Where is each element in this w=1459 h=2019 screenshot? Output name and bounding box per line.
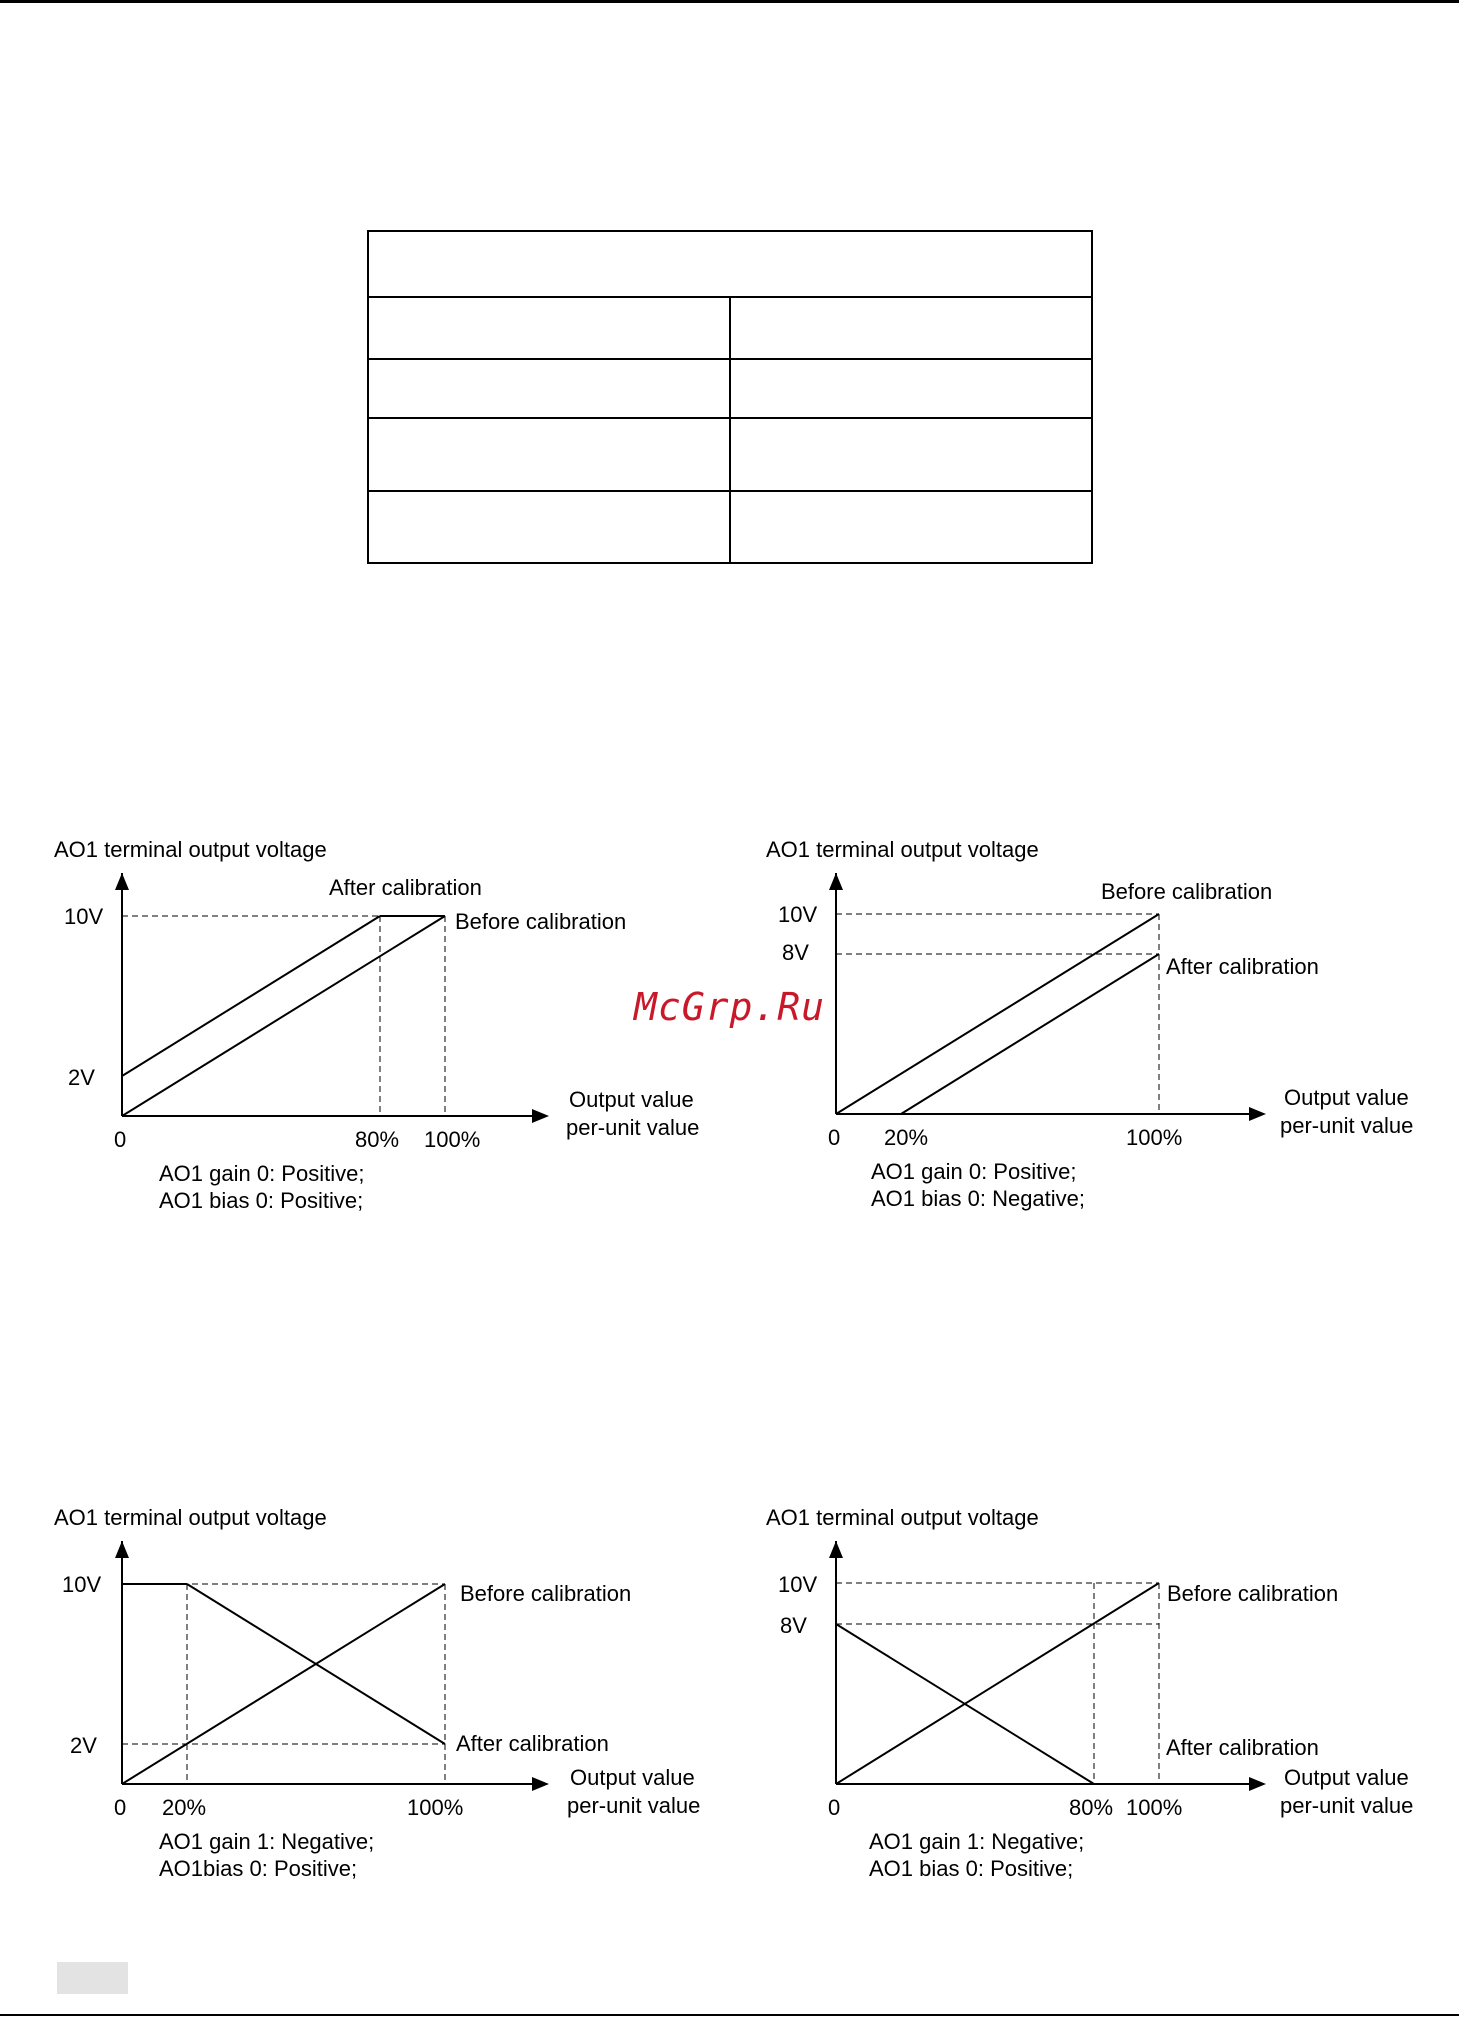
calibration-diagram-1 <box>52 838 752 1278</box>
note-gain: AO1 gain 1: Negative; <box>869 1829 1085 1854</box>
diagram-note <box>159 1828 374 1882</box>
note-bias: AO1 bias 0: Positive; <box>159 1188 364 1213</box>
x-axis-title-1: Output value <box>569 1087 694 1112</box>
tick-20pct: 20% <box>162 1795 207 1820</box>
note-gain: AO1 gain 0: Positive; <box>871 1159 1077 1184</box>
table-cell <box>368 359 730 418</box>
calibration-diagram-4 <box>766 1506 1459 1946</box>
note-gain: AO1 gain 0: Positive; <box>159 1161 365 1186</box>
diagram-3-graphic <box>52 1506 752 1946</box>
curve-label-lower: After calibration <box>1166 1735 1319 1760</box>
tick-80pct: 80% <box>1069 1795 1114 1820</box>
x-axis-arrow <box>532 1777 549 1791</box>
x-axis-title-2: per-unit value <box>1280 1113 1414 1138</box>
tick-8v: 8V <box>780 1613 807 1638</box>
y-axis-arrow <box>115 1541 129 1558</box>
curve-label-upper: After calibration <box>329 875 482 900</box>
y-axis-arrow <box>829 873 843 890</box>
watermark-text: McGrp.Ru <box>634 985 826 1029</box>
curve-label-upper: Before calibration <box>1101 879 1273 904</box>
note-gain: AO1 gain 1: Negative; <box>159 1829 375 1854</box>
tick-100pct: 100% <box>424 1127 481 1152</box>
tick-100pct: 100% <box>1126 1795 1183 1820</box>
y-axis-title: AO1 terminal output voltage <box>766 1505 1039 1530</box>
x-axis-arrow <box>532 1109 549 1123</box>
tick-100pct: 100% <box>407 1795 464 1820</box>
tick-80pct: 80% <box>355 1127 400 1152</box>
y-axis-title: AO1 terminal output voltage <box>766 837 1039 862</box>
diagram-1-graphic <box>52 838 752 1278</box>
tick-10v: 10V <box>62 1572 102 1597</box>
y-axis-arrow <box>829 1541 843 1558</box>
curve-label-upper: Before calibration <box>460 1581 632 1606</box>
y-axis-title: AO1 terminal output voltage <box>54 837 327 862</box>
tick-origin: 0 <box>828 1795 841 1820</box>
top-rule <box>0 0 1459 3</box>
parameter-table <box>367 230 1093 564</box>
diagram-2-graphic <box>766 838 1459 1278</box>
x-axis-arrow <box>1249 1777 1266 1791</box>
curve-label-lower: Before calibration <box>455 909 627 934</box>
before-calibration-line <box>836 914 1159 1114</box>
diagram-note <box>159 1160 364 1214</box>
table-header-cell <box>368 231 1092 297</box>
table-cell <box>368 418 730 491</box>
tick-origin: 0 <box>114 1127 127 1152</box>
note-bias: AO1 bias 0: Negative; <box>871 1186 1086 1211</box>
x-axis-title-1: Output value <box>1284 1765 1409 1790</box>
x-axis-arrow <box>1249 1107 1266 1121</box>
tick-10v: 10V <box>778 902 818 927</box>
diagram-note <box>871 1158 1085 1212</box>
note-bias: AO1bias 0: Positive; <box>159 1856 358 1881</box>
x-axis-title-1: Output value <box>1284 1085 1409 1110</box>
before-calibration-line <box>836 1583 1159 1784</box>
table-cell <box>368 491 730 563</box>
tick-20pct: 20% <box>884 1125 929 1150</box>
diagram-note <box>869 1828 1084 1882</box>
tick-8v: 8V <box>782 940 809 965</box>
tick-10v: 10V <box>64 904 104 929</box>
tick-origin: 0 <box>828 1125 841 1150</box>
y-axis-title: AO1 terminal output voltage <box>54 1505 327 1530</box>
y-axis-arrow <box>115 873 129 890</box>
calibration-diagram-2 <box>766 838 1459 1278</box>
tick-100pct: 100% <box>1126 1125 1183 1150</box>
x-axis-title-2: per-unit value <box>1280 1793 1414 1818</box>
curve-label-upper: Before calibration <box>1167 1581 1339 1606</box>
tick-10v: 10V <box>778 1572 818 1597</box>
before-calibration-line <box>122 916 445 1116</box>
calibration-diagram-3 <box>52 1506 752 1946</box>
tick-2v: 2V <box>70 1733 97 1758</box>
after-calibration-line <box>901 954 1159 1114</box>
tick-origin: 0 <box>114 1795 127 1820</box>
x-axis-title-2: per-unit value <box>566 1115 700 1140</box>
table-cell <box>730 359 1092 418</box>
curve-label-lower: After calibration <box>1166 954 1319 979</box>
page-number-box <box>57 1962 128 1994</box>
table-cell <box>368 297 730 359</box>
x-axis-title-1: Output value <box>570 1765 695 1790</box>
curve-label-lower: After calibration <box>456 1731 609 1756</box>
bottom-rule <box>0 2014 1459 2016</box>
x-axis-title-2: per-unit value <box>567 1793 701 1818</box>
table-cell <box>730 297 1092 359</box>
after-calibration-line <box>122 916 380 1076</box>
table-cell <box>730 418 1092 491</box>
note-bias: AO1 bias 0: Positive; <box>869 1856 1074 1881</box>
before-calibration-line <box>122 1584 445 1784</box>
table-cell <box>730 491 1092 563</box>
tick-2v: 2V <box>68 1065 95 1090</box>
